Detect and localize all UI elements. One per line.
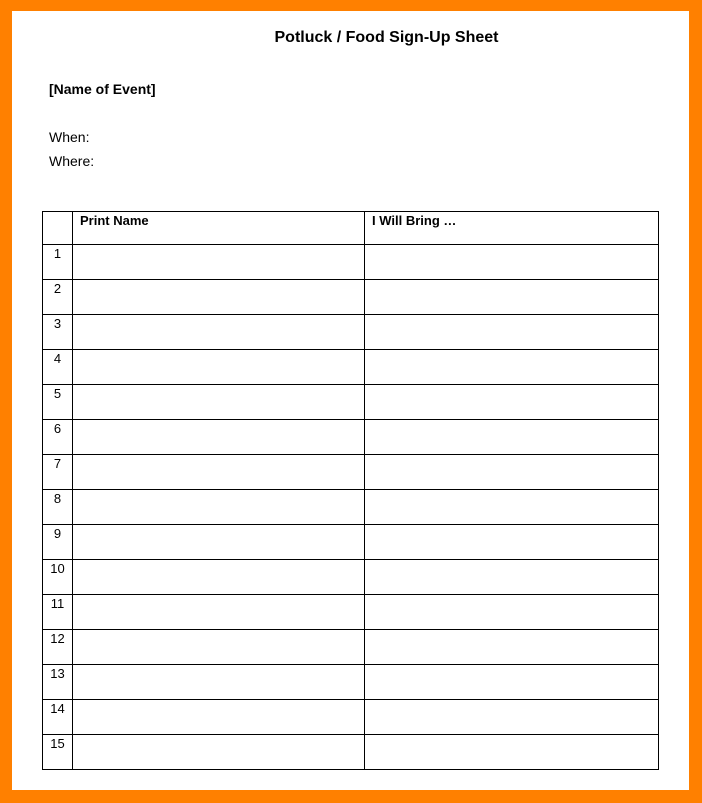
table-row: [43, 735, 659, 770]
row-number: 10: [43, 560, 73, 595]
row-number: 14: [43, 700, 73, 735]
print-name-cell[interactable]: [73, 350, 365, 385]
i-will-bring-cell[interactable]: [365, 385, 659, 420]
sign-up-sheet-page: [12, 11, 689, 790]
table-row: [43, 455, 659, 490]
table-row: [43, 245, 659, 280]
table-row: [43, 525, 659, 560]
row-number: 7: [43, 455, 73, 490]
print-name-cell[interactable]: [73, 385, 365, 420]
i-will-bring-cell[interactable]: [365, 735, 659, 770]
print-name-header: Print Name: [73, 212, 365, 245]
i-will-bring-cell[interactable]: [365, 490, 659, 525]
i-will-bring-cell[interactable]: [365, 665, 659, 700]
event-name: [Name of Event]: [49, 81, 156, 97]
table-header-row: [43, 212, 659, 245]
table-row: [43, 385, 659, 420]
i-will-bring-cell[interactable]: [365, 560, 659, 595]
table-row: [43, 700, 659, 735]
row-number: 3: [43, 315, 73, 350]
i-will-bring-header: I Will Bring …: [365, 212, 659, 245]
table-row: [43, 280, 659, 315]
i-will-bring-cell[interactable]: [365, 315, 659, 350]
row-number: 4: [43, 350, 73, 385]
i-will-bring-cell[interactable]: [365, 630, 659, 665]
i-will-bring-cell[interactable]: [365, 245, 659, 280]
i-will-bring-cell[interactable]: [365, 595, 659, 630]
row-number: 9: [43, 525, 73, 560]
row-number: 12: [43, 630, 73, 665]
print-name-cell[interactable]: [73, 665, 365, 700]
when-label: When:: [49, 129, 90, 145]
print-name-cell[interactable]: [73, 630, 365, 665]
row-number: 15: [43, 735, 73, 770]
table-row: [43, 630, 659, 665]
print-name-cell[interactable]: [73, 315, 365, 350]
row-number: 6: [43, 420, 73, 455]
print-name-cell[interactable]: [73, 245, 365, 280]
sheet-title: Potluck / Food Sign-Up Sheet: [274, 29, 499, 46]
table-row: [43, 595, 659, 630]
i-will-bring-cell[interactable]: [365, 280, 659, 315]
row-number: 5: [43, 385, 73, 420]
print-name-cell[interactable]: [73, 595, 365, 630]
table-row: [43, 490, 659, 525]
print-name-cell[interactable]: [73, 735, 365, 770]
row-number: 8: [43, 490, 73, 525]
print-name-cell[interactable]: [73, 280, 365, 315]
row-number: 13: [43, 665, 73, 700]
print-name-cell[interactable]: [73, 525, 365, 560]
row-number: 2: [43, 280, 73, 315]
table-row: [43, 315, 659, 350]
print-name-cell[interactable]: [73, 560, 365, 595]
i-will-bring-cell[interactable]: [365, 350, 659, 385]
where-label: Where:: [49, 153, 95, 169]
table-row: [43, 350, 659, 385]
i-will-bring-cell[interactable]: [365, 455, 659, 490]
table-row: [43, 665, 659, 700]
signup-table: [42, 211, 659, 770]
table-row: [43, 420, 659, 455]
print-name-cell[interactable]: [73, 420, 365, 455]
print-name-cell[interactable]: [73, 455, 365, 490]
row-number: 11: [43, 595, 73, 630]
i-will-bring-cell[interactable]: [365, 525, 659, 560]
table-row: [43, 560, 659, 595]
i-will-bring-cell[interactable]: [365, 420, 659, 455]
row-number: 1: [43, 245, 73, 280]
print-name-cell[interactable]: [73, 700, 365, 735]
row-number-header: [43, 212, 73, 245]
i-will-bring-cell[interactable]: [365, 700, 659, 735]
print-name-cell[interactable]: [73, 490, 365, 525]
